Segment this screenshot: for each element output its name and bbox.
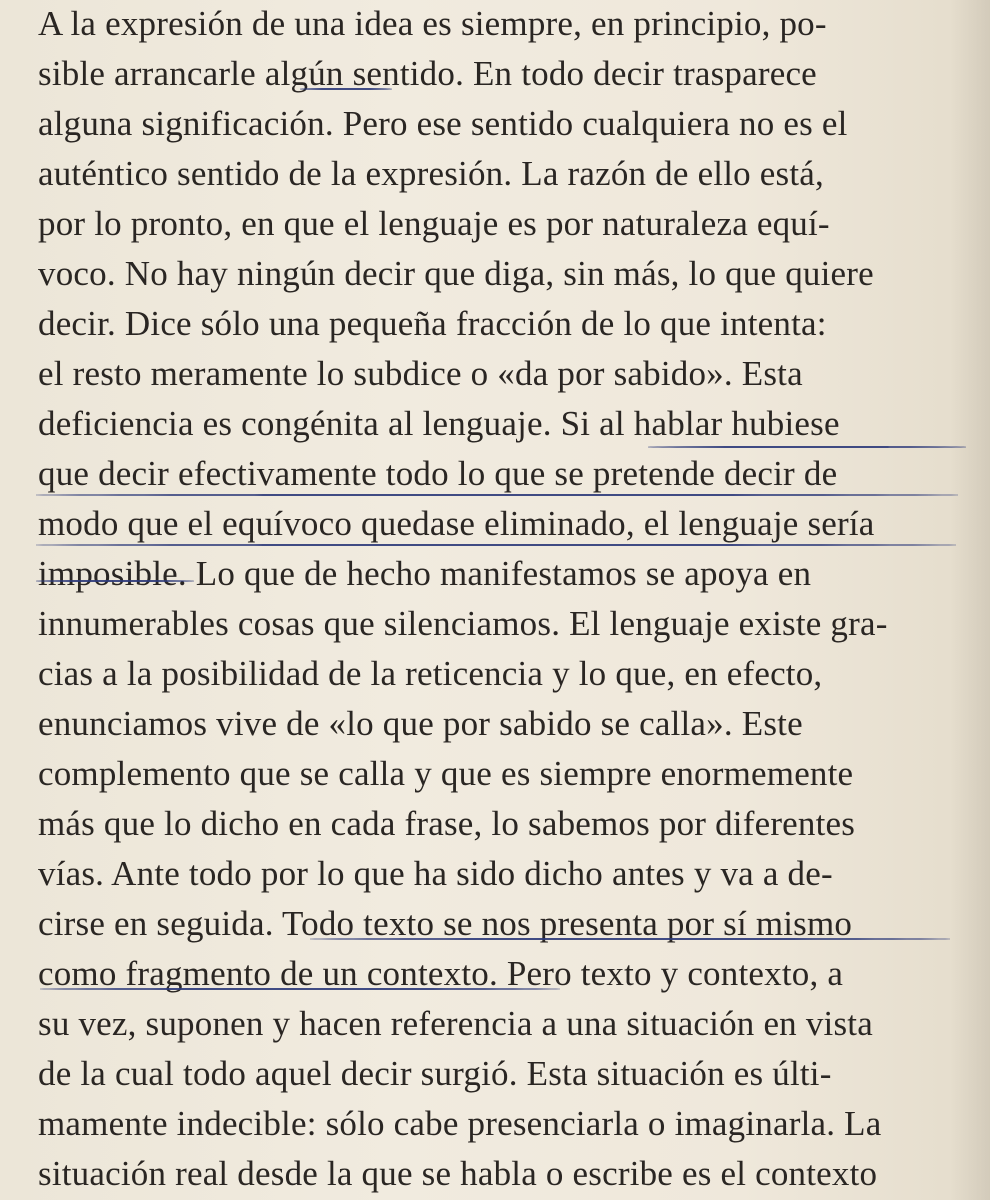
text-line: su vez, suponen y hacen referencia a una situación en vista	[38, 1004, 873, 1043]
body-text	[38, 0, 968, 1200]
text-line: más que lo dicho en cada frase, lo sabemos por diferentes	[38, 804, 856, 843]
text-line: imposible. Lo que de hecho manifestamos se apoya en	[38, 554, 812, 593]
text-line: cirse en seguida. Todo texto se nos presenta por sí mismo	[38, 904, 853, 943]
text-line: enunciamos vive de «lo que por sabido se calla». Este	[38, 704, 803, 743]
pen-underline	[40, 988, 560, 990]
pen-underline	[36, 494, 958, 496]
pen-underline	[36, 544, 956, 546]
text-line: situación real desde la que se habla o escribe es el contexto	[38, 1154, 878, 1193]
text-line: por lo pronto, en que el lenguaje es por naturaleza equí-	[38, 204, 830, 243]
text-line: sible arrancarle algún sentido. En todo decir trasparece	[38, 54, 817, 93]
text-line: como fragmento de un contexto. Pero texto y contexto, a	[38, 954, 844, 993]
text-line: auténtico sentido de la expresión. La razón de ello está,	[38, 154, 824, 193]
pen-underline	[310, 938, 950, 940]
text-line: innumerables cosas que silenciamos. El lenguaje existe gra-	[38, 604, 888, 643]
text-line: deficiencia es congénita al lenguaje. Si al hablar hubiese	[38, 404, 840, 443]
text-line: modo que el equívoco quedase eliminado, el lenguaje sería	[38, 504, 875, 543]
text-line: de la cual todo aquel decir surgió. Esta situación es últi-	[38, 1054, 832, 1093]
text-line: decir. Dice sólo una pequeña fracción de lo que intenta:	[38, 304, 827, 343]
pen-underline	[300, 88, 392, 90]
pen-underline	[36, 580, 194, 582]
text-line: el resto meramente lo subdice o «da por sabido». Esta	[38, 354, 803, 393]
text-line: que decir efectivamente todo lo que se pretende decir de	[38, 454, 838, 493]
text-line: voco. No hay ningún decir que diga, sin más, lo que quiere	[38, 254, 874, 293]
text-line: alguna significación. Pero ese sentido cualquiera no es el	[38, 104, 848, 143]
text-line: complemento que se calla y que es siempre enormemente	[38, 754, 854, 793]
text-line: mamente indecible: sólo cabe presenciarla o imaginarla. La	[38, 1104, 882, 1143]
text-line: vías. Ante todo por lo que ha sido dicho antes y va a de-	[38, 854, 833, 893]
pen-underline	[648, 446, 966, 448]
text-line: A la expresión de una idea es siempre, en principio, po-	[38, 4, 827, 43]
text-line: cias a la posibilidad de la reticencia y lo que, en efecto,	[38, 654, 823, 693]
